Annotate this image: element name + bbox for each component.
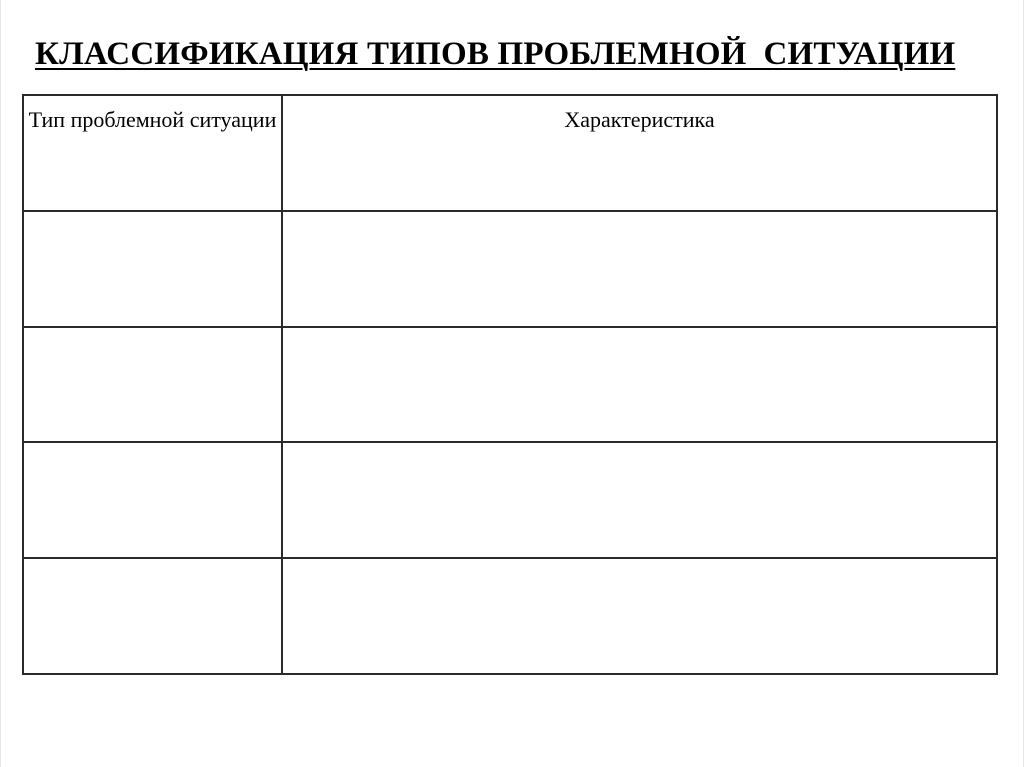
table-row: [23, 558, 997, 674]
table-cell-characteristic: [282, 211, 997, 327]
table-cell-characteristic: [282, 558, 997, 674]
header-cell-type: [23, 95, 282, 211]
table-cell-type: [23, 327, 282, 443]
table-header-row: [23, 95, 997, 211]
slide-title: КЛАССИФИКАЦИЯ ТИПОВ ПРОБЛЕМНОЙ СИТУАЦИИ: [35, 36, 956, 72]
header-characteristic-label: Характеристика: [564, 107, 715, 132]
table-cell-type: [23, 442, 282, 558]
table-cell-characteristic: [282, 442, 997, 558]
classification-table: [22, 94, 998, 675]
header-cell-characteristic: [282, 95, 997, 211]
table-cell-type: [23, 211, 282, 327]
header-type-label: Тип проблемной ситуации: [28, 107, 277, 132]
table-row: [23, 211, 997, 327]
table-row: [23, 327, 997, 443]
table-cell-type: [23, 558, 282, 674]
table-cell-characteristic: [282, 327, 997, 443]
table-row: [23, 442, 997, 558]
